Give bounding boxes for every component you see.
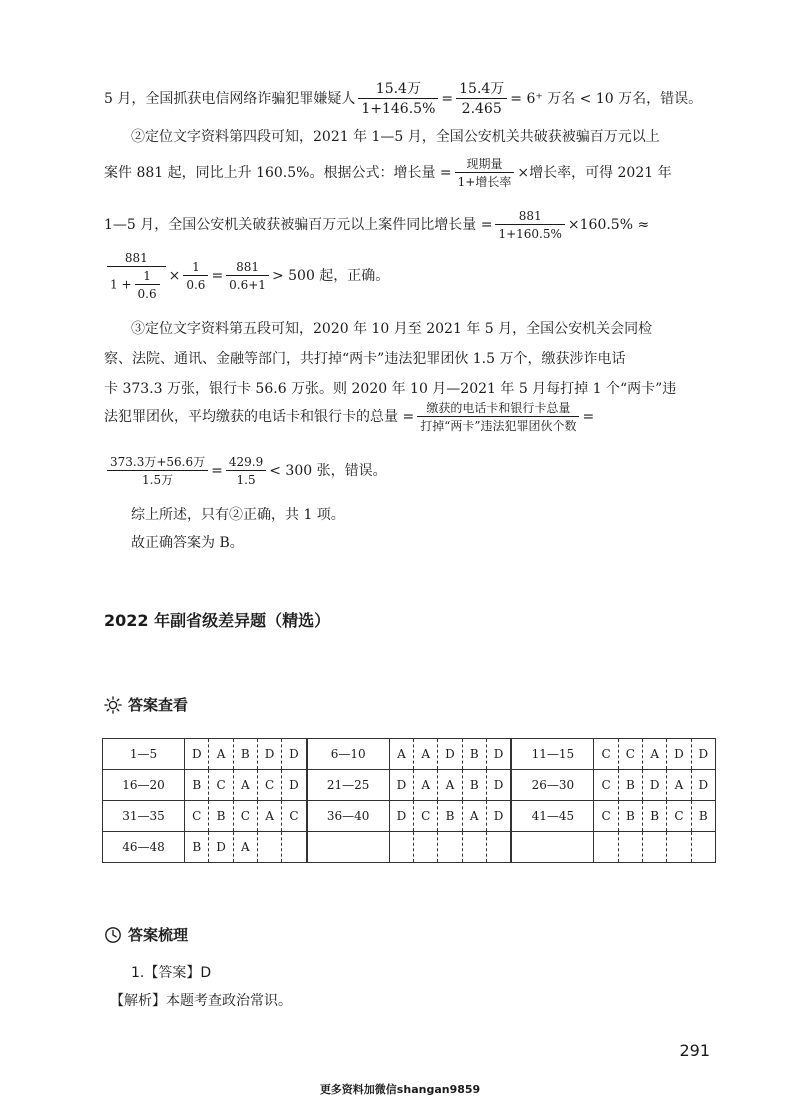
answer-cell: B bbox=[618, 801, 642, 832]
solution-line-6: ③定位文字资料第五段可知，2020 年 10 月至 2021 年 5 月，全国公安机关会同检 bbox=[131, 321, 653, 337]
question-range: 41—45 bbox=[511, 801, 594, 832]
answer-cell: B bbox=[185, 832, 209, 863]
question-range: 16—20 bbox=[103, 770, 185, 801]
fraction bbox=[107, 252, 166, 300]
section-title: 2022 年副省级差异题（精选） bbox=[104, 611, 331, 630]
answer-cell: C bbox=[594, 801, 618, 832]
table-row bbox=[103, 801, 716, 832]
clock-icon bbox=[104, 926, 122, 944]
numerator: 429.9 bbox=[226, 456, 266, 471]
answer-cell: C bbox=[414, 801, 438, 832]
answer-cell: D bbox=[389, 770, 413, 801]
solution-line-3 bbox=[104, 158, 672, 188]
answer-table bbox=[102, 738, 716, 863]
question-range: 11—15 bbox=[511, 739, 594, 770]
text: = 6⁺ 万名 < 10 万名，错误。 bbox=[510, 91, 703, 107]
numerator: 缴获的电话卡和银行卡总量 bbox=[417, 402, 579, 417]
answer-cell: A bbox=[209, 739, 233, 770]
answer-cell: D bbox=[643, 770, 667, 801]
numerator: 881 bbox=[226, 261, 269, 276]
table-row bbox=[103, 832, 716, 863]
fraction bbox=[358, 82, 438, 116]
numerator: 现期量 bbox=[455, 158, 515, 173]
question-range: 26—30 bbox=[511, 770, 594, 801]
answer-cell: D bbox=[667, 739, 691, 770]
answer-cell: A bbox=[389, 739, 413, 770]
equals: = bbox=[211, 463, 223, 479]
answer-cell: C bbox=[618, 739, 642, 770]
denominator: 0.6 bbox=[137, 287, 157, 301]
answer-cell: A bbox=[438, 770, 462, 801]
answer-cell: B bbox=[643, 801, 667, 832]
answer-cell: D bbox=[282, 739, 307, 770]
answer-cell: B bbox=[185, 770, 209, 801]
denominator bbox=[107, 267, 166, 300]
answer-cell: A bbox=[414, 739, 438, 770]
numerator: 1 bbox=[135, 270, 160, 285]
denominator: 1.5 bbox=[236, 473, 256, 487]
fraction bbox=[456, 82, 507, 116]
answer-cell bbox=[414, 832, 438, 863]
answer-view-heading bbox=[104, 694, 188, 715]
answer-cell: C bbox=[594, 739, 618, 770]
equals: = bbox=[441, 91, 454, 107]
answer-cell: D bbox=[486, 770, 511, 801]
answer-cell: B bbox=[209, 801, 233, 832]
denominator: 1+增长率 bbox=[457, 175, 512, 189]
answer-cell: B bbox=[691, 801, 715, 832]
answer-cell: D bbox=[257, 739, 281, 770]
fraction bbox=[226, 261, 269, 291]
answer-cell bbox=[257, 832, 281, 863]
denominator: 0.6+1 bbox=[229, 278, 266, 292]
answer-cell bbox=[691, 832, 715, 863]
answer-cell: B bbox=[618, 770, 642, 801]
text: ×增长率，可得 2021 年 bbox=[517, 165, 672, 181]
answer-cell: C bbox=[209, 770, 233, 801]
answer-cell: A bbox=[414, 770, 438, 801]
text: 1 + bbox=[110, 277, 132, 292]
denominator: 2.465 bbox=[461, 101, 502, 117]
summary-line: 综上所述，只有②正确，共 1 项。 bbox=[131, 507, 345, 523]
fraction bbox=[183, 261, 208, 291]
denominator: 打掉“两卡”违法犯罪团伙个数 bbox=[420, 419, 577, 433]
denominator: 1.5万 bbox=[142, 473, 174, 487]
answer-cell: D bbox=[691, 770, 715, 801]
equals: = bbox=[211, 268, 224, 284]
numerator: 15.4万 bbox=[358, 82, 438, 99]
q1-analysis: 【解析】本题考查政治常识。 bbox=[110, 993, 292, 1009]
times: × bbox=[168, 268, 181, 284]
numerator: 15.4万 bbox=[456, 82, 507, 99]
text: 1—5 月，全国公安机关破获被骗百万元以上案件同比增长量 = bbox=[104, 217, 493, 233]
answer-cell: D bbox=[209, 832, 233, 863]
question-range: 36—40 bbox=[307, 801, 390, 832]
fraction bbox=[226, 456, 266, 486]
question-range: 6—10 bbox=[307, 739, 390, 770]
question-range: 31—35 bbox=[103, 801, 185, 832]
table-row bbox=[103, 739, 716, 770]
sun-icon bbox=[104, 696, 122, 714]
solution-line-7: 察、法院、通讯、金融等部门，共打掉“两卡”违法犯罪团伙 1.5 万个，缴获涉诈电话 bbox=[104, 351, 626, 367]
answer-cell: C bbox=[257, 770, 281, 801]
answer-cell bbox=[389, 832, 413, 863]
numerator: 373.3万+56.6万 bbox=[107, 456, 208, 471]
numerator: 881 bbox=[495, 210, 564, 225]
question-range: 1—5 bbox=[103, 739, 185, 770]
answer-cell bbox=[486, 832, 511, 863]
text: ×160.5% ≈ bbox=[567, 217, 650, 233]
fraction bbox=[495, 210, 564, 240]
page-number: 291 bbox=[679, 1041, 710, 1060]
answer-cell: D bbox=[486, 739, 511, 770]
answer-review-heading bbox=[104, 924, 188, 945]
answer-cell: D bbox=[486, 801, 511, 832]
fraction bbox=[417, 402, 579, 432]
solution-line-4 bbox=[104, 210, 649, 240]
equals: = bbox=[582, 409, 595, 425]
answer-cell: B bbox=[233, 739, 257, 770]
denominator: 0.6 bbox=[186, 278, 206, 292]
denominator: 1+146.5% bbox=[361, 101, 436, 117]
answer-cell bbox=[438, 832, 462, 863]
answer-cell bbox=[667, 832, 691, 863]
fraction bbox=[107, 456, 208, 486]
question-range bbox=[307, 832, 390, 863]
text: 案件 881 起，同比上升 160.5%。根据公式：增长量 = bbox=[104, 165, 452, 181]
text: < 300 张，错误。 bbox=[269, 463, 387, 479]
answer-cell bbox=[618, 832, 642, 863]
question-range: 46—48 bbox=[103, 832, 185, 863]
solution-line-2: ②定位文字资料第四段可知，2021 年 1—5 月，全国公安机关共破获被骗百万元以上 bbox=[131, 129, 660, 145]
numerator: 1 bbox=[183, 261, 208, 276]
answer-cell: A bbox=[462, 801, 486, 832]
answer-cell bbox=[462, 832, 486, 863]
q1-answer: 1.【答案】D bbox=[131, 965, 212, 981]
answer-cell: B bbox=[462, 739, 486, 770]
answer-cell: A bbox=[233, 832, 257, 863]
solution-line-9 bbox=[104, 402, 594, 432]
answer-cell: C bbox=[185, 801, 209, 832]
answer-cell: C bbox=[233, 801, 257, 832]
answer-cell: C bbox=[282, 801, 307, 832]
answer-cell: A bbox=[643, 739, 667, 770]
solution-line-5 bbox=[104, 252, 389, 300]
answer-cell: C bbox=[667, 801, 691, 832]
answer-cell: A bbox=[233, 770, 257, 801]
answer-cell bbox=[643, 832, 667, 863]
answer-cell: B bbox=[462, 770, 486, 801]
numerator: 881 bbox=[107, 252, 166, 267]
answer-cell: C bbox=[594, 770, 618, 801]
nested-fraction bbox=[135, 270, 160, 300]
fraction bbox=[455, 158, 515, 188]
solution-line-10 bbox=[104, 456, 387, 486]
text: 5 月，全国抓获电信网络诈骗犯罪嫌疑人 bbox=[104, 91, 356, 107]
answer-cell: D bbox=[691, 739, 715, 770]
solution-line-1 bbox=[104, 82, 702, 116]
denominator: 1+160.5% bbox=[498, 227, 562, 241]
answer-cell: B bbox=[438, 801, 462, 832]
table-row bbox=[103, 770, 716, 801]
heading-text: 答案梳理 bbox=[128, 926, 189, 944]
solution-line-8: 卡 373.3 万张，银行卡 56.6 万张。则 2020 年 10 月—2021 年 5 月每打掉 1 个“两卡”违 bbox=[104, 381, 677, 397]
answer-cell: A bbox=[667, 770, 691, 801]
text: > 500 起，正确。 bbox=[271, 268, 390, 284]
text: 法犯罪团伙，平均缴获的电话卡和银行卡的总量 = bbox=[104, 409, 415, 425]
answer-cell bbox=[282, 832, 307, 863]
answer-cell bbox=[594, 832, 618, 863]
answer-cell: D bbox=[185, 739, 209, 770]
question-range bbox=[511, 832, 594, 863]
heading-text: 答案查看 bbox=[128, 696, 189, 714]
question-range: 21—25 bbox=[307, 770, 390, 801]
answer-cell: D bbox=[389, 801, 413, 832]
final-answer-line: 故正确答案为 B。 bbox=[131, 535, 244, 551]
footer-note: 更多资料加微信shangan9859 bbox=[319, 1083, 481, 1096]
answer-cell: A bbox=[257, 801, 281, 832]
answer-cell: D bbox=[438, 739, 462, 770]
answer-cell: D bbox=[282, 770, 307, 801]
